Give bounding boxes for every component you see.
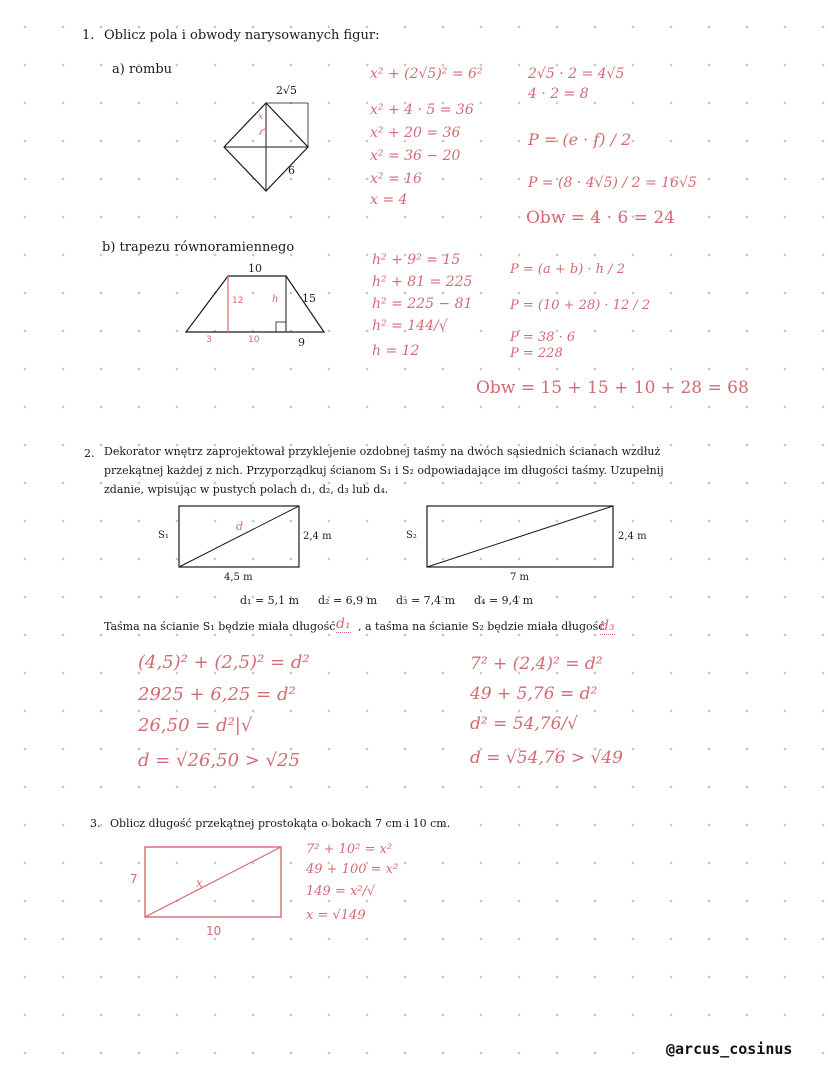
task3-work-3: 149 = x²/√ xyxy=(306,884,376,899)
task1-number: 1. xyxy=(82,28,95,43)
task1a-work-line-5: x² = 16 xyxy=(370,171,422,187)
task2-text: Dekorator wnętrz zaprojektował przyklejenie ozdobnej taśmy na dwóch sąsiednich ścianach wzdłuż przekątnej każdej z nich. Przyporządkuj ścianom S₁ i S₂ odpowiadające im długości taśmy. Uzupełnij zdanie, wpisując w pustych polach d₁, d₂, d₃ lub d₄. xyxy=(104,445,664,496)
task1b-perimeter: Obw = 15 + 15 + 10 + 28 = 68 xyxy=(476,378,749,398)
option-d1: d₁ = 5,1 m xyxy=(240,594,300,607)
task3-text: Oblicz długość przekątnej prostokąta o bokach 7 cm i 10 cm. xyxy=(110,817,451,830)
task2-answer-s2[interactable]: d₃ xyxy=(600,618,615,634)
wall-s2-width: 7 m xyxy=(510,572,530,583)
task2-left-work-2: 2925 + 6,25 = d² xyxy=(138,684,296,705)
option-d3: d₃ = 7,4 m xyxy=(396,594,456,607)
task1a-diag-calc-2: 4 · 2 = 8 xyxy=(528,86,589,102)
task1a-work-line-1: x² + (2√5)² = 6² xyxy=(370,66,483,82)
task1a-diag-calc-1: 2√5 · 2 = 4√5 xyxy=(528,66,625,82)
wall-s1-name: S₁ xyxy=(158,530,169,541)
trapezoid-base-3: 3 xyxy=(206,335,212,345)
task1a-perimeter: Obw = 4 · 6 = 24 xyxy=(526,208,675,228)
task1a-work-line-2: x² + 4 · 5 = 36 xyxy=(370,102,474,118)
task1b-work-line-1: h² + 9² = 15 xyxy=(372,252,461,268)
task1a-area-formula: P = (e · f) / 2 xyxy=(528,130,632,149)
wall-s1-diag-label: d xyxy=(236,520,244,533)
wall-s1-height: 2,4 m xyxy=(303,531,332,542)
task1b-area-calc: P = (10 + 28) · 12 / 2 xyxy=(510,298,651,313)
watermark: @arcus_cosinus xyxy=(666,1040,793,1058)
wall-s2-figure xyxy=(426,505,616,569)
task1b-work-line-4: h² = 144/√ xyxy=(372,318,448,334)
task2-answer-s1[interactable]: d₁ xyxy=(336,616,351,632)
task2-left-work-3: 26,50 = d²|√ xyxy=(138,715,253,736)
trapezoid-side-label: 15 xyxy=(302,292,316,305)
trapezoid-figure xyxy=(180,270,330,340)
trapezoid-base-10: 10 xyxy=(248,335,260,345)
task3-rectangle-figure xyxy=(144,846,284,920)
task3-bottom-label: 10 xyxy=(206,924,222,938)
rhombus-x-label: x xyxy=(258,112,264,122)
task1b-work-line-2: h² + 81 = 225 xyxy=(372,274,473,290)
wall-s2-name: S₂ xyxy=(406,530,417,541)
wall-s2-height: 2,4 m xyxy=(618,531,647,542)
task2-left-work-4: d = √26,50 > √25 xyxy=(138,750,300,771)
trapezoid-base-9: 9 xyxy=(298,336,305,349)
task1b-work-line-3: h² = 225 − 81 xyxy=(372,296,473,312)
task1b-area-result: P = 228 xyxy=(510,346,563,361)
option-d4: d₄ = 9,4 m xyxy=(474,594,534,607)
task3-diag-label: x xyxy=(196,876,203,890)
task2-right-work-4: d = √54,76 > √49 xyxy=(470,748,623,768)
task1a-label: a) rombu xyxy=(112,62,173,77)
task3-work-2: 49 + 100 = x² xyxy=(306,862,399,877)
task1b-area-formula: P = (a + b) · h / 2 xyxy=(510,262,625,277)
task2-sentence-part-b: , a taśma na ścianie S₂ będzie miała długość xyxy=(358,620,605,633)
rhombus-side-label: 6 xyxy=(288,164,295,177)
task2-left-work-1: (4,5)² + (2,5)² = d² xyxy=(138,652,310,673)
task2-sentence-part-a: Taśma na ścianie S₁ będzie miała długość xyxy=(104,620,336,633)
wall-s1-width: 4,5 m xyxy=(224,572,253,583)
task3-side-label: 7 xyxy=(130,872,138,886)
task2-right-work-2: 49 + 5,76 = d² xyxy=(470,684,598,704)
task2-number: 2. xyxy=(84,447,95,460)
task2-right-work-1: 7² + (2,4)² = d² xyxy=(470,654,603,674)
trapezoid-top-label: 10 xyxy=(248,262,262,275)
task1b-work-line-5: h = 12 xyxy=(372,343,420,359)
task3-number: 3. xyxy=(90,817,101,830)
option-d2: d₂ = 6,9 m xyxy=(318,594,378,607)
task3-work-1: 7² + 10² = x² xyxy=(306,842,393,857)
task1a-work-line-3: x² + 20 = 36 xyxy=(370,125,461,141)
task3-work-4: x = √149 xyxy=(306,908,366,923)
task1-title: Oblicz pola i obwody narysowanych figur: xyxy=(104,28,380,43)
task1a-work-line-6: x = 4 xyxy=(370,192,408,208)
task1a-work-line-4: x² = 36 − 20 xyxy=(370,148,461,164)
task1b-label: b) trapezu równoramiennego xyxy=(102,240,295,255)
rhombus-figure xyxy=(220,95,320,205)
task1a-area-calc: P = (8 · 4√5) / 2 = 16√5 xyxy=(528,175,697,191)
rhombus-top-label: 2√5 xyxy=(276,84,298,97)
wall-s1-figure xyxy=(178,505,302,569)
trapezoid-height-h: h xyxy=(272,294,279,305)
task1b-area-step: P = 38 · 6 xyxy=(510,330,576,345)
trapezoid-height-12: 12 xyxy=(232,296,244,306)
task2-right-work-3: d² = 54,76/√ xyxy=(470,714,578,734)
